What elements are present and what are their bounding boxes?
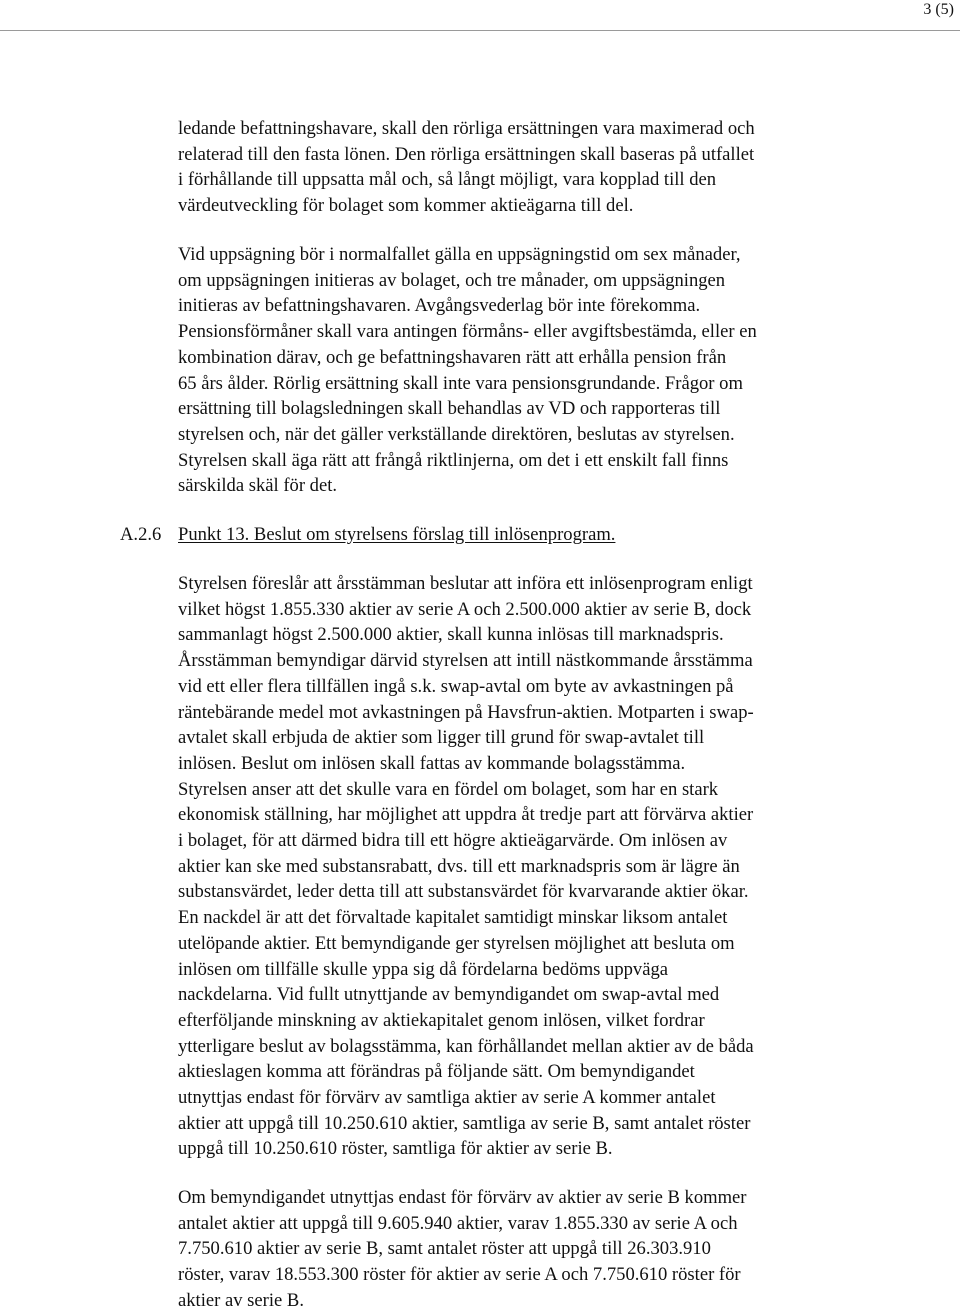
paragraph-redemption-program: Styrelsen föreslår att årsstämman beslutar att införa ett inlösenprogram enligt vilket högst 1.855.330 aktier av serie A och 2.500.000 aktier av serie B, dock sammanlagt högst 2.500.000 aktier, skall kunna inlösas till marknadspris. Årsstämman bemyndigar därvid styrelsen att intill nästkommande årsstämma vid ett eller flera tillfällen ingå s.k. swap-avtal om byte av avkastningen på räntebärande medel mot avkastningen på Havsfrun-aktien. Motparten i swap- avtalet skall erbjuda de aktier som ligger till grund för swap-avtalet till inlösen. Beslut om inlösen skall fattas av kommande bolagsstämma. Styrelsen anser att det skulle vara en fördel om bolaget, som har en stark ekonomisk ställning, har möjlighet att uppdra åt tredje part att förvärva aktier i bolaget, för att därmed bidra till ett högre aktieägarvärde. Om inlösen av aktier kan ske med substansrabatt, dvs. till ett marknadspris som är lägre än substansvärdet, leder detta till att substansvärdet för kvarvarande aktier ökar. En nackdel är att det förvaltade kapitalet samtidigt minskar liksom antalet utelöpande aktier. Ett bemyndigande ger styrelsen möjlighet att besluta om inlösen om tillfälle skulle yppa sig då fördelarna bedöms uppväga nackdelarna. Vid fullt utnyttjande av bemyndigandet om swap-avtal med efterföljande minskning av aktiekapitalet genom inlösen, vilket fordrar ytterligare beslut av bolagsstämma, kan förhållandet mellan aktier av de båda aktieslagen komma att förändras på följande sätt. Om bemyndigandet utnyttjas endast för förvärv av samtliga aktier av serie A kommer antalet aktier att uppgå till 10.250.610 aktier, samtliga av serie B, samt antalet röster uppgå till 10.250.610 röster, samtliga för aktier av serie B.	[178, 573, 754, 1160]
page-number: 3 (5)	[923, 1, 954, 18]
header-divider	[0, 30, 960, 31]
paragraph-series-b-outcome: Om bemyndigandet utnyttjas endast för förvärv av aktier av serie B kommer antalet aktier att uppgå till 9.605.940 aktier, varav 1.855.330 av serie A och 7.750.610 aktier av serie B, samt antalet röster att uppgå till 26.303.910 röster, varav 18.553.300 röster för aktier av serie A och 7.750.610 röster för aktier av serie B.	[178, 1187, 747, 1311]
section-title: Punkt 13. Beslut om styrelsens förslag till inlösenprogram.	[178, 524, 616, 545]
section-number: A.2.6	[120, 524, 162, 545]
paragraph-termination-pension: Vid uppsägning bör i normalfallet gälla en uppsägningstid om sex månader, om uppsägningen initieras av bolaget, och tre månader, om uppsägningen initieras av befattningshavaren. Avgångsvederlag bör inte förekomma. Pensionsförmåner skall vara antingen förmåns- eller avgiftsbestämda, eller en kombination därav, och ge befattningshavaren rätt att erhålla pension från 65 års ålder. Rörlig ersättning skall inte vara pensionsgrundande. Frågor om ersättning till bolagsledningen skall behandlas av VD och rapporteras till styrelsen och, när det gäller verkställande direktören, beslutas av styrelsen. Styrelsen skall äga rätt att frångå riktlinjerna, om det i ett enskilt fall finns särskilda skäl för det.	[178, 244, 757, 497]
paragraph-variable-compensation: ledande befattningshavare, skall den rörliga ersättningen vara maximerad och relaterad till den fasta lönen. Den rörliga ersättningen skall baseras på utfallet i förhållande till uppsatta mål och, så långt möjligt, vara kopplad till den värdeutveckling för bolaget som kommer aktieägarna till del.	[178, 118, 755, 217]
